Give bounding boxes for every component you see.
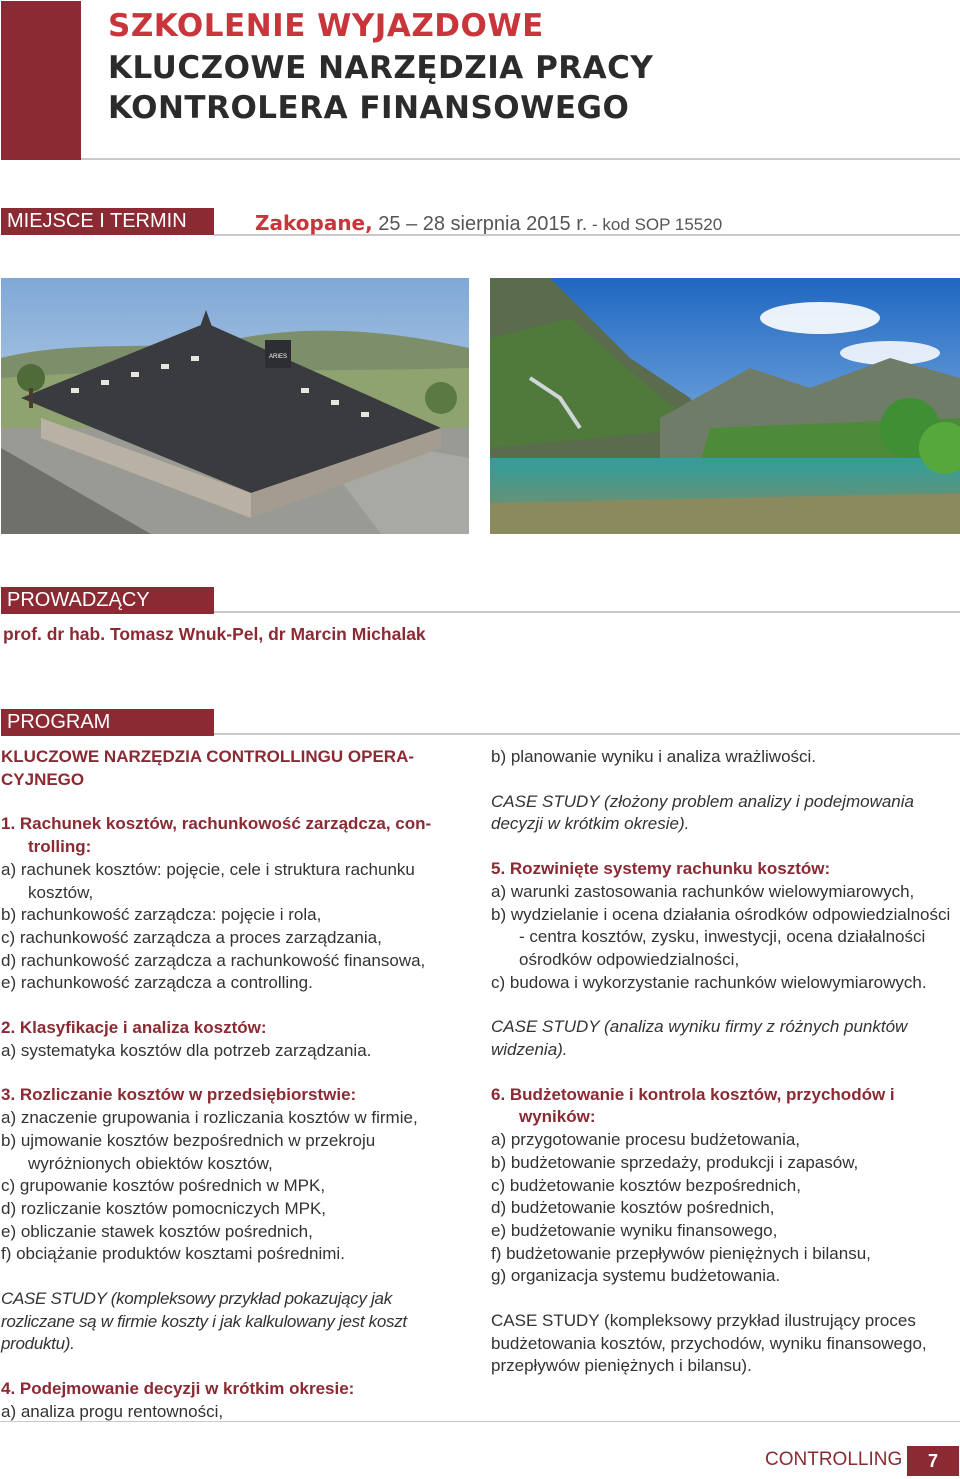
- hotel-sign-text: ARIES: [268, 354, 288, 360]
- s5-item-b: b) wydzielanie i ocena działania ośrodków odpowiedzialności - centra kosztów, zysku, inwestycji, ocena działalności ośrodków odpowiedzialności,: [491, 904, 951, 969]
- header-red-block: [1, 1, 81, 160]
- program-rule: [214, 733, 960, 735]
- title-line-2: KLUCZOWE NARZĘDZIA PRACY: [108, 50, 654, 86]
- header-rule: [81, 158, 960, 160]
- program-heading-text: KLUCZOWE NARZĘDZIA CONTROLLINGU OPERA-: [1, 747, 415, 766]
- place-code: - kod SOP 15520: [587, 215, 723, 234]
- s3-item-c: c) grupowanie kosztów pośrednich w MPK,: [1, 1176, 326, 1196]
- title-line-3: KONTROLERA FINANSOWEGO: [108, 90, 630, 126]
- s5-title: 5. Rozwinięte systemy rachunku kosztów:: [491, 859, 831, 879]
- s5-case-study: CASE STUDY (analiza wyniku firmy z różnych punktów widzenia).: [491, 1017, 908, 1060]
- s1-item-d: d) rachunkowość zarządcza a rachunkowość finansowa,: [1, 950, 426, 970]
- s3-case-study: CASE STUDY (kompleksowy przykład pokazujący jak rozliczane są w firmie koszty i jak kalkulowany jest koszt produktu).: [1, 1289, 407, 1354]
- s3-item-b: b) ujmowanie kosztów bezpośrednich w przekroju wyróżnionych obiektów kosztów,: [1, 1130, 376, 1173]
- title-line-1: SZKOLENIE WYJAZDOWE: [108, 8, 544, 44]
- program-right-column: [491, 746, 959, 1378]
- s3-item-e: e) obliczanie stawek kosztów pośrednich,: [1, 1221, 313, 1241]
- s6-item-f: f) budżetowanie przepływów pieniężnych i bilansu,: [491, 1243, 871, 1263]
- mountain-lake-photo: [490, 278, 960, 534]
- lecturer-rule: [214, 611, 960, 613]
- s1-item-a: a) rachunek kosztów: pojęcie, cele i struktura rachunku kosztów,: [1, 859, 415, 902]
- s4-case-study: CASE STUDY (złożony problem analizy i podejmowania decyzji w krótkim okresie).: [491, 791, 914, 834]
- place-dates: 25 – 28 sierpnia 2015 r.: [372, 213, 588, 235]
- s6-item-e: e) budżetowanie wyniku finansowego,: [491, 1220, 778, 1240]
- s1-item-b: b) rachunkowość zarządcza: pojęcie i rola,: [1, 905, 322, 925]
- footer-rule: [0, 1421, 960, 1422]
- program-heading-line-1: [1, 746, 469, 769]
- program-heading-line-2: CYJNEGO: [1, 769, 85, 789]
- footer-section: CONTROLLING: [765, 1449, 903, 1470]
- s3-item-a: a) znaczenie grupowania i rozliczania kosztów w firmie,: [1, 1108, 418, 1128]
- program-left-column: [1, 746, 469, 1424]
- s3-item-d: d) rozliczanie kosztów pomocniczych MPK,: [1, 1198, 327, 1218]
- s6-item-g: g) organizacja systemu budżetowania.: [491, 1266, 781, 1286]
- s6-item-d: d) budżetowanie kosztów pośrednich,: [491, 1198, 775, 1218]
- s4-item-b: b) planowanie wyniku i analiza wrażliwości.: [491, 747, 817, 766]
- s6-title: 6. Budżetowanie i kontrola kosztów, przychodów i wyników:: [491, 1084, 895, 1127]
- s1-title-line-2: trolling:: [28, 837, 92, 857]
- place-info: [255, 210, 722, 238]
- lecturer-names: prof. dr hab. Tomasz Wnuk-Pel, dr Marcin Michalak: [3, 624, 426, 644]
- place-label: MIEJSCE I TERMIN: [1, 208, 214, 235]
- s3-item-f: f) obciążanie produktów kosztami pośrednimi.: [1, 1244, 345, 1264]
- s2-title: 2. Klasyfikacje i analiza kosztów:: [1, 1018, 267, 1038]
- s6-item-b: b) budżetowanie sprzedaży, produkcji i zapasów,: [491, 1152, 859, 1172]
- s6-item-a: a) przygotowanie procesu budżetowania,: [491, 1130, 801, 1150]
- hotel-photo: [1, 278, 469, 534]
- s6-case-study: CASE STUDY (kompleksowy przykład ilustrujący proces budżetowania kosztów, przychodów, wyniku finansowego, przepływów pieniężnych i bilansu).: [491, 1311, 927, 1376]
- s3-title: 3. Rozliczanie kosztów w przedsiębiorstwie:: [1, 1085, 357, 1105]
- program-label: PROGRAM: [1, 709, 214, 736]
- s4-title: 4. Podejmowanie decyzji w krótkim okresie:: [1, 1379, 355, 1399]
- page-number: 7: [907, 1446, 959, 1476]
- lecturer-label: PROWADZĄCY: [1, 587, 214, 614]
- s1-item-c: c) rachunkowość zarządcza a proces zarządzania,: [1, 927, 382, 947]
- s5-item-c: c) budowa i wykorzystanie rachunków wielowymiarowych.: [491, 972, 927, 992]
- s4-item-a: a) analiza progu rentowności,: [1, 1401, 224, 1421]
- s2-item-a: a) systematyka kosztów dla potrzeb zarządzania.: [1, 1040, 372, 1060]
- s5-item-a: a) warunki zastosowania rachunków wielowymiarowych,: [491, 881, 915, 901]
- s6-item-c: c) budżetowanie kosztów bezpośrednich,: [491, 1175, 801, 1195]
- s1-item-e: e) rachunkowość zarządcza a controlling.: [1, 973, 313, 993]
- place-city: Zakopane,: [255, 211, 373, 235]
- s1-title-line-1: 1. Rachunek kosztów, rachunkowość zarządcza, con-: [1, 814, 432, 834]
